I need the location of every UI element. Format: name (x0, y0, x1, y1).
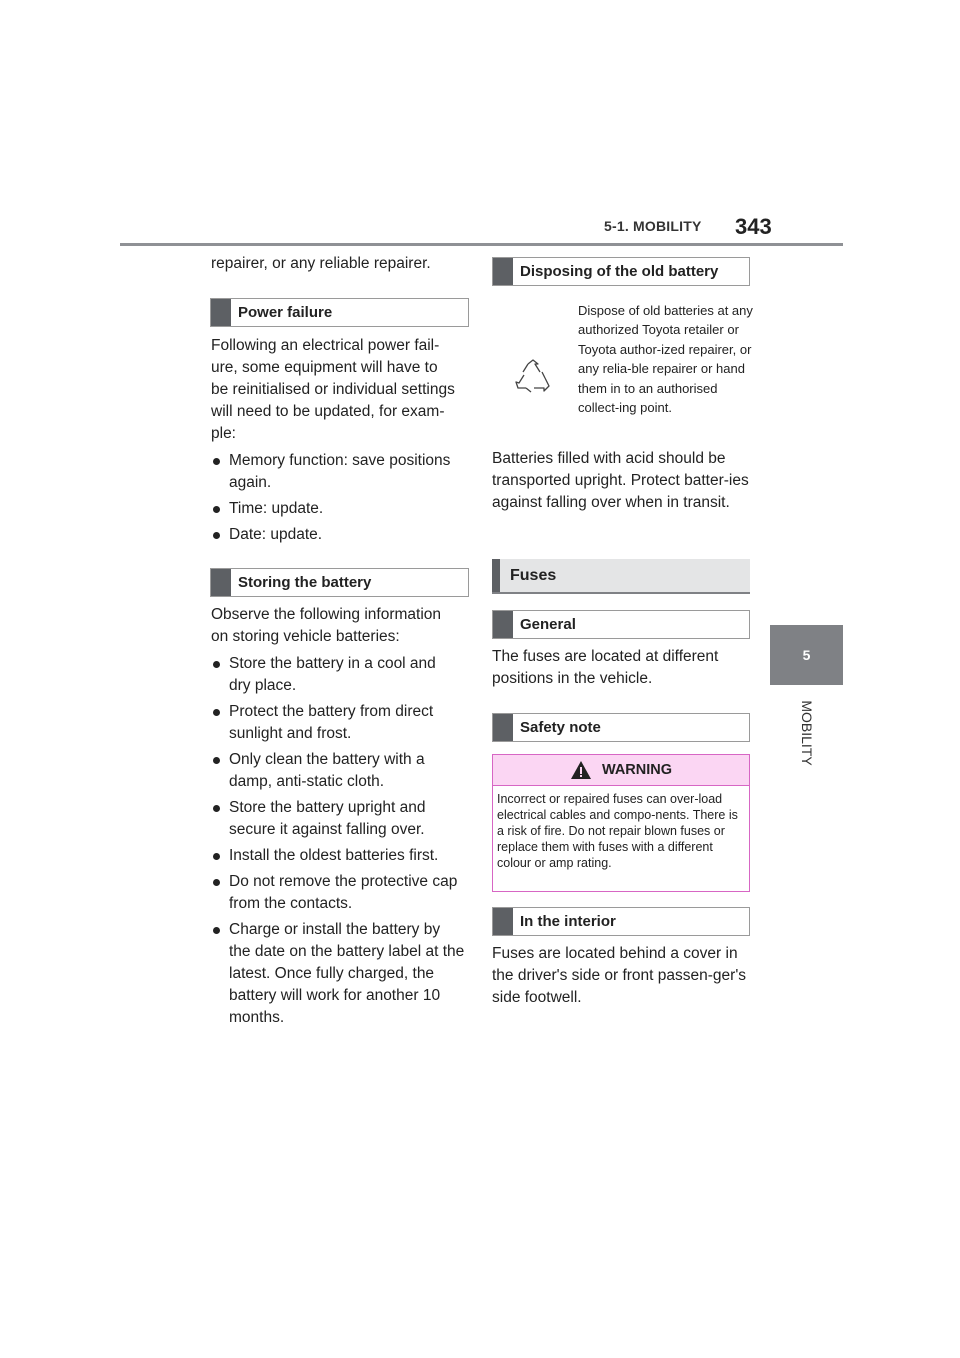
intro-text: repairer, or any reliable repairer. (211, 255, 431, 272)
heading-marker (493, 714, 513, 741)
power-failure-line: Following an electrical power fail- (211, 337, 440, 354)
heading-marker (211, 569, 231, 596)
interior-text: Fuses are located behind a cover in the driver's side or front passen-ger's side footwell. (492, 945, 747, 1006)
interior-heading: In the interior (492, 907, 750, 936)
heading-marker (211, 299, 231, 326)
power-failure-line: will need to be updated, for exam- (211, 403, 445, 420)
warning-box (492, 754, 750, 892)
warning-icon (570, 760, 592, 780)
warning-title: WARNING (601, 762, 673, 778)
chapter-tab[interactable] (770, 625, 843, 685)
storing-list (211, 653, 473, 1029)
storing-battery-section (211, 604, 473, 1033)
list-item: Time: update. (211, 498, 473, 520)
storing-battery-heading: Storing the battery (210, 568, 469, 597)
power-failure-line: ure, some equipment will have to (211, 359, 438, 376)
list-item: Store the battery in a cool and dry place. (211, 653, 451, 697)
warning-text: Incorrect or repaired fuses can over-load electrical cables and compo-nents. There is a risk of fire. Do not repair blown fuses or replace them with fuses with a different colour or amp rating. (497, 792, 738, 870)
power-failure-heading: Power failure (210, 298, 469, 327)
power-failure-list (211, 450, 473, 546)
header-divider (120, 243, 843, 246)
list-item: Memory function: save positions again. (211, 450, 465, 494)
heading-marker (493, 908, 513, 935)
list-item: Date: update. (211, 524, 473, 546)
storing-line: on storing vehicle batteries: (211, 628, 400, 645)
general-text: The fuses are located at different positions in the vehicle. (492, 648, 719, 687)
list-item: Store the battery upright and secure it against falling over. (211, 797, 451, 841)
disposing-heading: Disposing of the old battery (492, 257, 750, 286)
power-failure-line: ple: (211, 425, 236, 442)
general-heading: General (492, 610, 750, 639)
disposal-note: Dispose of old batteries at any authorized Toyota retailer or Toyota author-ized repairer, or any relia-ble repairer or hand them in to an authorised collect-ing point. (578, 303, 753, 416)
safety-note-heading: Safety note (492, 713, 750, 742)
warning-header (493, 755, 749, 786)
disposing-text: Batteries filled with acid should be transported upright. Protect batter-ies against falling over when in transit. (492, 450, 749, 511)
heading-marker (492, 559, 500, 592)
page-number: 343 (735, 214, 772, 239)
list-item: Charge or install the battery by the date on the battery label at the latest. Once fully charged, the battery will work for another 10 months. (211, 919, 465, 1029)
storing-line: Observe the following information (211, 606, 442, 623)
list-item: Install the oldest batteries first. (211, 845, 473, 867)
recycle-icon (514, 358, 552, 396)
list-item: Only clean the battery with a damp, anti-static cloth. (211, 749, 444, 793)
power-failure-section (211, 335, 473, 550)
list-item: Do not remove the protective cap from the contacts. (211, 871, 469, 915)
power-failure-line: be reinitialised or individual settings (211, 381, 455, 398)
chapter-label: MOBILITY (799, 700, 815, 766)
chapter-number: 5 (802, 647, 811, 663)
heading-marker (493, 611, 513, 638)
heading-marker (493, 258, 513, 285)
list-item: Protect the battery from direct sunlight and frost. (211, 701, 451, 745)
section-title: 5-1. MOBILITY (604, 218, 702, 234)
fuses-heading: Fuses (492, 559, 750, 594)
